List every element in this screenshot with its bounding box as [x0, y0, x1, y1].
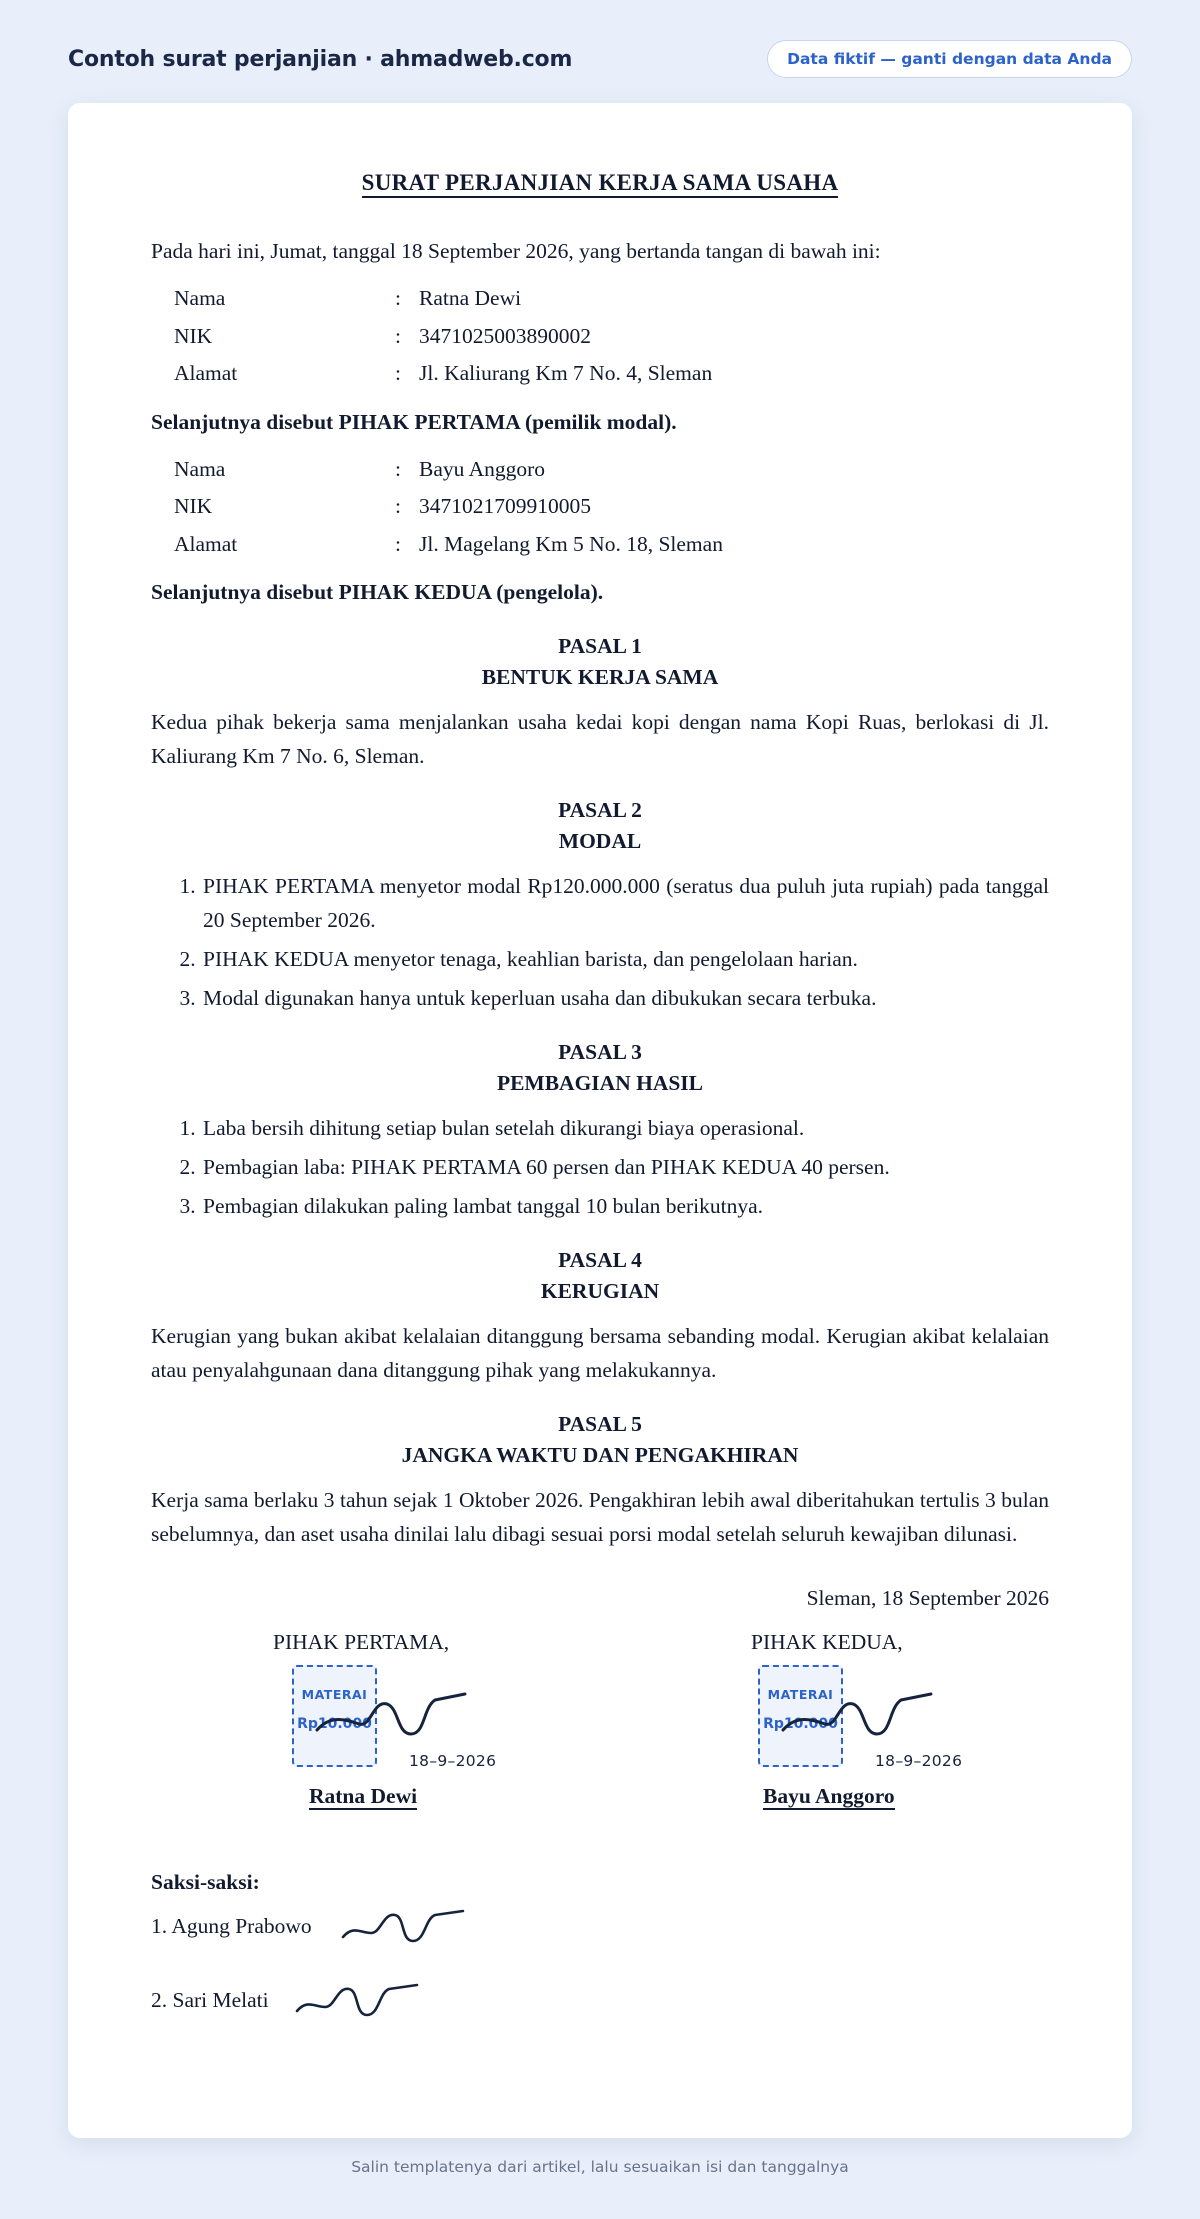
colon: :: [395, 531, 401, 556]
field-label: Alamat: [174, 361, 238, 385]
field-value: 3471025003890002: [419, 323, 591, 348]
colon: :: [395, 323, 401, 348]
party-two-name-row: [174, 451, 1049, 489]
party-one-address-row: [174, 355, 1049, 393]
list-item: 1. Laba bersih dihitung setiap bulan setelah dikurangi biaya operasional.: [201, 1111, 1049, 1145]
witnesses-title: Saksi-saksi:: [151, 1870, 260, 1894]
pasal-2-list: [151, 869, 1049, 1015]
signature-scribble-icon: [313, 1690, 473, 1740]
field-value: Bayu Anggoro: [419, 456, 546, 481]
stamp-value: Rp10.000: [763, 1716, 838, 1732]
signer-name: Bayu Anggoro: [763, 1784, 895, 1808]
witness-item: [151, 1983, 1049, 2047]
pasal-3-heading: PASAL 3 PEMBAGIAN HASIL: [496, 1040, 704, 1095]
footer-note: Salin templatenya dari artikel, lalu sesuaikan isi dan tanggalnya: [351, 2158, 849, 2176]
field-label: NIK: [174, 323, 213, 348]
party-one-nik-row: [174, 318, 1049, 356]
list-item: 1. PIHAK PERTAMA menyetor modal Rp120.000.000 (seratus dua puluh juta rupiah) pada tanggal 20 September 2026.: [201, 869, 1049, 937]
signature-role: PIHAK PERTAMA,: [273, 1630, 450, 1654]
pasal-1-text: Kedua pihak bekerja sama menjalankan usaha kedai kopi dengan nama Kopi Ruas, berlokasi di Jl. Kaliurang Km 7 No. 6, Sleman.: [151, 710, 1049, 768]
field-value: Jl. Magelang Km 5 No. 18, Sleman: [419, 531, 723, 556]
signer-name: Ratna Dewi: [309, 1784, 418, 1808]
party-two-address-row: [174, 526, 1049, 564]
document-title: SURAT PERJANJIAN KERJA SAMA USAHA: [151, 166, 1049, 200]
field-value: Jl. Kaliurang Km 7 No. 4, Sleman: [419, 361, 713, 385]
stamp-value: Rp10.000: [297, 1716, 372, 1732]
witness-name: 1. Agung Prabowo: [151, 1914, 312, 1938]
field-label: Nama: [174, 286, 226, 310]
pasal-3-list: [151, 1111, 1049, 1223]
field-label: Alamat: [174, 531, 238, 556]
pasal-1-heading: PASAL 1 BENTUK KERJA SAMA: [481, 634, 719, 689]
pasal-4-text: Kerugian yang bukan akibat kelalaian ditanggung bersama sebanding modal. Kerugian akibat kelalaian atau penyalahgunaan dana ditanggung pihak yang melakukannya.: [151, 1324, 1049, 1382]
stamp-label: MATERAI: [301, 1687, 368, 1702]
party-two-designation: Selanjutnya disebut PIHAK KEDUA (pengelola).: [151, 580, 604, 604]
pasal-2-heading: PASAL 2 MODAL: [558, 798, 642, 853]
pasal-5-text: Kerja sama berlaku 3 tahun sejak 1 Oktober 2026. Pengakhiran lebih awal diberitahukan tertulis 3 bulan sebelumnya, dan aset usaha dinilai lalu dibagi sesuai porsi modal setelah seluruh kewajiban dilunasi.: [151, 1488, 1049, 1546]
witness-item: [151, 1909, 1049, 1973]
signature-date: 18–9–2026: [409, 1752, 497, 1770]
signature-date: 18–9–2026: [875, 1752, 963, 1770]
signature-scribble-icon: [339, 1907, 469, 1947]
signature-role: PIHAK KEDUA,: [751, 1630, 903, 1654]
site-title: Contoh surat perjanjian · ahmadweb.com: [68, 46, 573, 72]
field-label: Nama: [174, 456, 226, 481]
field-value: Ratna Dewi: [419, 286, 522, 310]
party-one-details: [174, 280, 1049, 393]
party-one-designation: Selanjutnya disebut PIHAK PERTAMA (pemilik modal).: [151, 409, 677, 434]
colon: :: [395, 286, 401, 310]
pasal-5-heading: PASAL 5 JANGKA WAKTU DAN PENGAKHIRAN: [401, 1412, 799, 1467]
top-bar: [68, 38, 1132, 80]
opening-paragraph: Pada hari ini, Jumat, tanggal 18 September 2026, yang bertanda tangan di bawah ini:: [151, 239, 881, 263]
list-item: 3. Pembagian dilakukan paling lambat tanggal 10 bulan berikutnya.: [201, 1189, 1049, 1223]
colon: :: [395, 494, 401, 518]
signature-scribble-icon: [293, 1981, 423, 2021]
list-item: 3. Modal digunakan hanya untuk keperluan usaha dan dibukukan secara terbuka.: [201, 981, 1049, 1015]
signature-scribble-icon: [779, 1690, 939, 1740]
field-value: 3471021709910005: [419, 494, 591, 518]
field-label: NIK: [174, 494, 213, 518]
signature-section: [151, 1615, 1049, 1855]
party-one-name-row: [174, 280, 1049, 318]
stamp-label: MATERAI: [767, 1687, 834, 1702]
witness-name: 2. Sari Melati: [151, 1988, 269, 2012]
party-two-nik-row: [174, 488, 1049, 526]
list-item: 2. PIHAK KEDUA menyetor tenaga, keahlian barista, dan pengelolaan harian.: [201, 942, 1049, 976]
party-two-details: [174, 451, 1049, 564]
place-and-date: Sleman, 18 September 2026: [806, 1586, 1049, 1610]
list-item: 2. Pembagian laba: PIHAK PERTAMA 60 persen dan PIHAK KEDUA 40 persen.: [201, 1150, 1049, 1184]
fictional-data-badge: Data fiktif — ganti dengan data Anda: [767, 40, 1132, 78]
colon: :: [395, 456, 401, 481]
agreement-document: [151, 160, 1049, 2047]
pasal-4-heading: PASAL 4 KERUGIAN: [540, 1248, 660, 1303]
colon: :: [395, 361, 401, 385]
